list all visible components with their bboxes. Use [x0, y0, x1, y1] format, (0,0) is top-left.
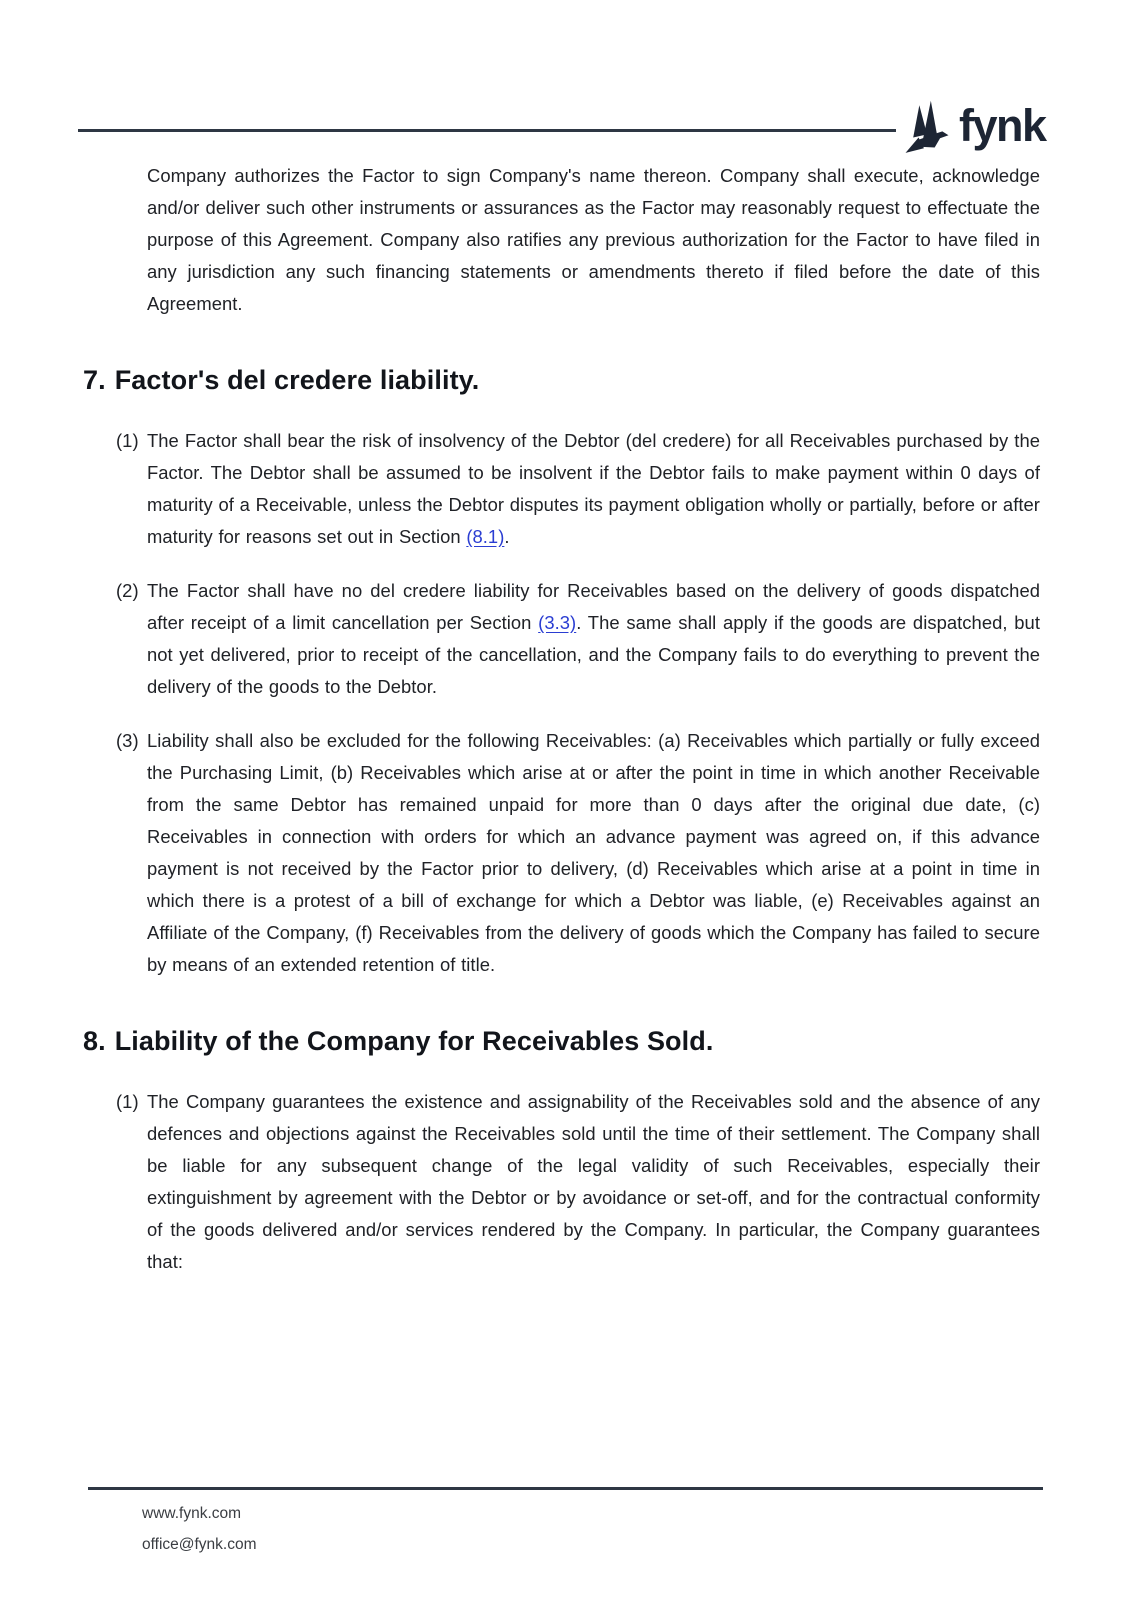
footer-rule	[88, 1487, 1043, 1490]
footer	[142, 1498, 257, 1560]
section-7-number: 7.	[83, 365, 106, 395]
clause-marker: (2)	[116, 580, 139, 601]
section-ref-link-8-1[interactable]: (8.1)	[466, 526, 505, 547]
section-7-title: Factor's del credere liability.	[114, 365, 480, 395]
clause-text: The Factor shall have no del credere liability for Receivables based on the delivery of goods dispatched after receipt of a limit cancellation per Section	[147, 580, 1040, 633]
origami-bird-icon	[904, 99, 950, 153]
fynk-logo	[904, 97, 1046, 155]
clause-7-3	[83, 725, 1040, 981]
header-rule	[78, 129, 896, 132]
section-ref-link-3-3[interactable]: (3.3)	[538, 612, 577, 633]
clause-marker: (3)	[116, 730, 139, 751]
section-7-clauses	[83, 425, 1040, 981]
clause-text: Liability shall also be excluded for the following Receivables: (a) Receivables which partially or fully exceed the Purchasing Limit, (b) Receivables which arise at or after the point in time in which another Receivable from the same Debtor has remained unpaid for more than 0 days after the original due date, (c) Receivables in connection with orders for which an advance payment was agreed on, if this advance payment is not received by the Factor prior to delivery, (d) Receivables which arise at a point in time in which there is a protest of a bill of exchange for which a Debtor was liable, (e) Receivables against an Affiliate of the Company, (f) Receivables from the delivery of goods which the Company has failed to secure by means of an extended retention of title.	[147, 730, 1040, 975]
clause-7-2	[83, 575, 1040, 703]
section-8-number: 8.	[83, 1026, 106, 1056]
clause-marker: (1)	[116, 1091, 139, 1112]
clause-text: The Factor shall bear the risk of insolvency of the Debtor (del credere) for all Receivables purchased by the Factor. The Debtor shall be assumed to be insolvent if the Debtor fails to make payment within 0 days of maturity of a Receivable, unless the Debtor disputes its payment obligation wholly or partially, before or after maturity for reasons set out in Section	[147, 430, 1040, 547]
clause-7-1	[83, 425, 1040, 553]
clause-text: The Company guarantees the existence and assignability of the Receivables sold and the absence of any defences and objections against the Receivables sold until the time of their settlement. The Company shall be liable for any subsequent change of the legal validity of such Receivables, especially their extinguishment by agreement with the Debtor or by avoidance or set-off, and for the contractual conformity of the goods delivered and/or services rendered by the Company. In particular, the Company guarantees that:	[147, 1091, 1040, 1272]
document-body	[83, 160, 1040, 1300]
section-8-heading	[83, 1023, 1040, 1059]
section-7-heading	[83, 362, 1040, 398]
clause-text: .	[504, 526, 510, 547]
clause-text: . The same shall apply if the goods are dispatched, but not yet delivered, prior to receipt of the cancellation, and the Company fails to do everything to prevent the delivery of the goods to the Debtor.	[147, 612, 1040, 697]
section-8-clauses	[83, 1086, 1040, 1278]
intro-paragraph: Company authorizes the Factor to sign Company's name thereon. Company shall execute, acknowledge and/or deliver such other instruments or assurances as the Factor may reasonably request to effectuate the purpose of this Agreement. Company also ratifies any previous authorization for the Factor to have filed in any jurisdiction any such financing statements or amendments thereto if filed before the date of this Agreement.	[147, 165, 1040, 314]
logo-wordmark: fynk	[959, 100, 1046, 151]
clause-8-1	[83, 1086, 1040, 1278]
footer-email: office@fynk.com	[142, 1536, 257, 1553]
section-8-title: Liability of the Company for Receivables Sold.	[114, 1026, 714, 1056]
clause-marker: (1)	[116, 430, 139, 451]
footer-website: www.fynk.com	[142, 1505, 242, 1522]
